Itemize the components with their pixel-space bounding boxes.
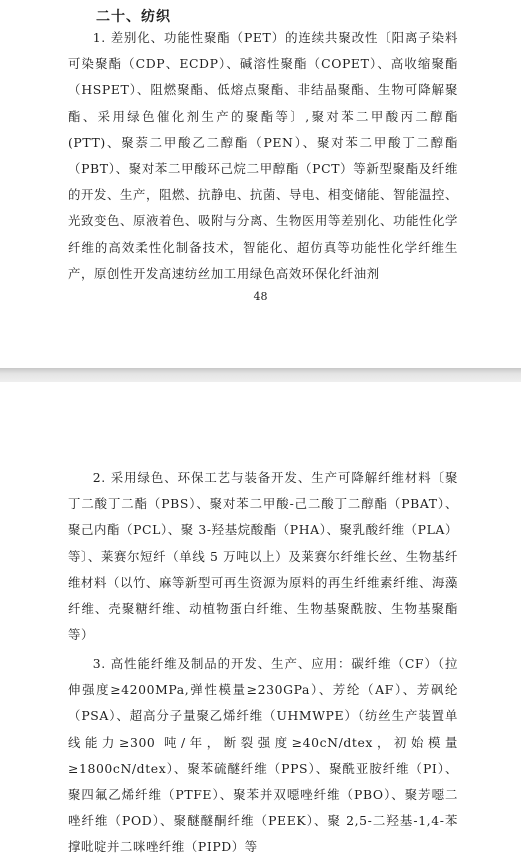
paragraph-3: 3. 高性能纤维及制品的开发、生产、应用：碳纤维（CF）（拉伸强度≥4200MPa,弹性模量≥230GPa）、芳纶（AF）、芳砜纶（PSA）、超高分子量聚乙烯纤维（UHMWPE）（纺丝生产装置单线能力≥300 吨/年，断裂强度≥40cN/dtex，初始模量≥1800cN/dtex）、聚苯硫醚纤维（PPS）、聚酰亚胺纤维（PI）、聚四氟乙烯纤维（PTFE）、聚苯并双噁唑纤维（PBO）、聚芳噁二唑纤维（POD）、聚醚醚酮纤维（PEEK）、聚 2,5-二羟基-1,4-苯撑吡啶并二咪唑纤维（PIPD）等 (68, 656, 458, 855)
paragraph-1: 1. 差别化、功能性聚酯（PET）的连续共聚改性〔阳离子染料可染聚酯（CDP、ECDP）、碱溶性聚酯（COPET）、高收缩聚酯（HSPET）、阻燃聚酯、低熔点聚酯、非结晶聚酯、生物可降解聚酯、采用绿色催化剂生产的聚酯等〕,聚对苯二甲酸丙二醇酯(PTT)、聚萘二甲酸乙二醇酯（PEN）、聚对苯二甲酸丁二醇酯（PBT）、聚对苯二甲酸环己烷二甲醇酯（PCT）等新型聚酯及纤维的开发、生产，阻燃、抗静电、抗菌、导电、相变储能、智能温控、光致变色、原液着色、吸附与分离、生物医用等差别化、功能性化学纤维的高效柔性化制备技术，智能化、超仿真等功能性化学纤维生产，原创性开发高速纺丝加工用绿色高效环保化纤油剂 (68, 30, 458, 281)
page-separator (0, 368, 521, 382)
section-heading: 二十、纺织 (96, 9, 171, 25)
document-page-upper (0, 0, 521, 368)
document-page-lower (0, 382, 521, 859)
page-number: 48 (253, 290, 268, 303)
paragraph-2: 2. 采用绿色、环保工艺与装备开发、生产可降解纤维材料〔聚丁二酸丁二酯（PBS）、聚对苯二甲酸-己二酸丁二醇酯（PBAT）、聚己内酯（PCL）、聚 3-羟基烷酸酯（PHA）、聚乳酸纤维（PLA）等〕、莱赛尔短纤（单线 5 万吨以上）及莱赛尔纤维长丝、生物基纤维材料（以竹、麻等新型可再生资源为原料的再生纤维素纤维、海藻纤维、壳聚糖纤维、动植物蛋白纤维、生物基聚酰胺、生物基聚酯等） (68, 470, 458, 643)
